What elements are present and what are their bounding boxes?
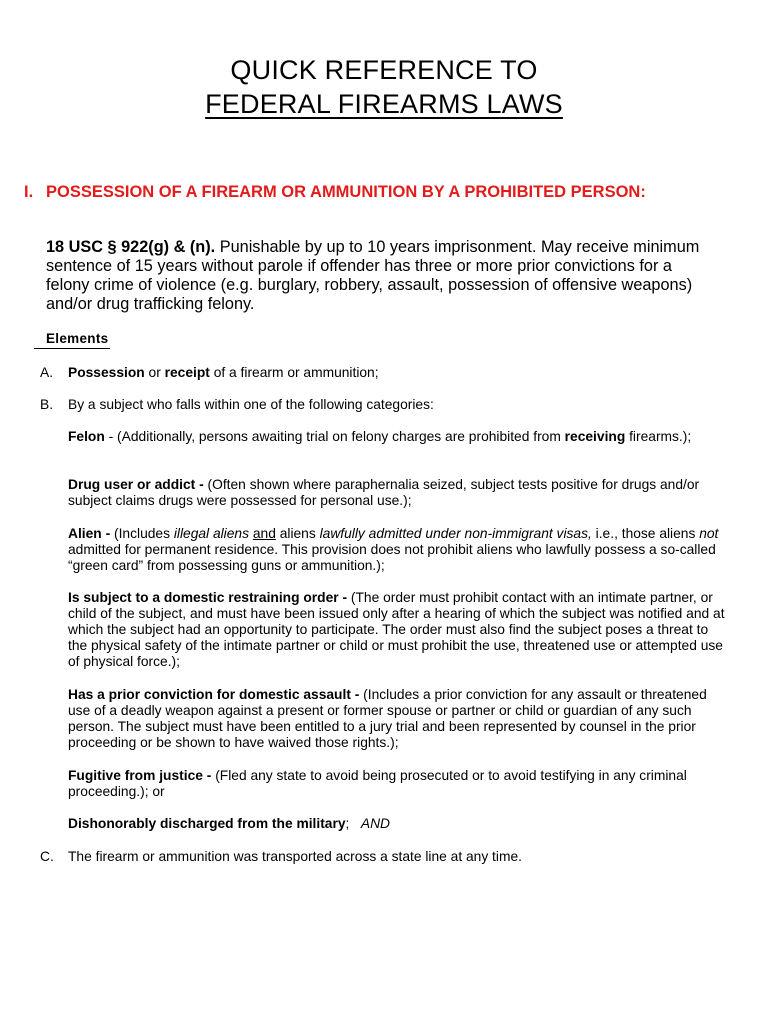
elements-subheading: Elements [34, 331, 110, 349]
section-intro-paragraph [46, 238, 716, 314]
category-fugitive: Fugitive from justice - (Fled any state to avoid being prosecuted or to avoid testifying in any criminal proceeding.); or [68, 768, 687, 799]
category-restraining-order: Is subject to a domestic restraining order - (The order must prohibit contact with an intimate partner, or child of the subject, and must have been issued only after a hearing of which the subject was notified and at which the subject had an opportunity to participate. The order must also find the subject poses a threat to the physical safety of the intimate partner or child or must prohibit the use, threatened use or attempted use of physical force.); [68, 590, 725, 669]
category-dishonorable-discharge: Dishonorably discharged from the military; AND [68, 816, 391, 831]
element-c-text: The firearm or ammunition was transported across a state line at any time. [68, 849, 522, 864]
document-title-line-1: QUICK REFERENCE TO [230, 55, 538, 85]
document-title-line-2: FEDERAL FIREARMS LAWS [205, 89, 563, 119]
element-c-letter: C. [40, 849, 54, 864]
element-a-text: Possession or receipt of a firearm or ammunition; [68, 365, 379, 380]
element-b-text: By a subject who falls within one of the following categories: [68, 397, 434, 412]
section-heading: POSSESSION OF A FIREARM OR AMMUNITION BY A PROHIBITED PERSON: [46, 183, 646, 201]
element-b-letter: B. [40, 397, 54, 412]
category-domestic-assault: Has a prior conviction for domestic assault - (Includes a prior conviction for any assault or threatened use of a deadly weapon against a present or former spouse or partner or child or guardian of any such person. The subject must have been entitled to a jury trial and been represented by counsel in the prior proceeding or be shown to have waived those rights.); [68, 687, 707, 750]
section-number: I. [24, 183, 34, 201]
penalty-text: Punishable by up to 10 years imprisonment. May receive minimum sentence of 15 years without parole if offender has three or more prior convictions for a felony crime of violence (e.g. burglary, robbery, assault, possession of offensive weapons) and/or drug trafficking felony. [46, 238, 700, 313]
statute-citation: 18 USC § 922(g) & (n). [46, 238, 216, 256]
element-a-letter: A. [40, 365, 54, 380]
category-alien: Alien - (Includes illegal aliens and aliens lawfully admitted under non-immigrant visas, i.e., those aliens not admitted for permanent residence. This provision does not prohibit aliens who lawfully possess a so-called “green card” from possessing guns or ammunition.); [68, 526, 719, 573]
category-drug-user: Drug user or addict - (Often shown where paraphernalia seized, subject tests positive for drugs and/or subject claims drugs were possessed for personal use.); [68, 477, 700, 508]
category-felon: Felon - (Additionally, persons awaiting trial on felony charges are prohibited from receiving firearms.); [68, 429, 692, 444]
